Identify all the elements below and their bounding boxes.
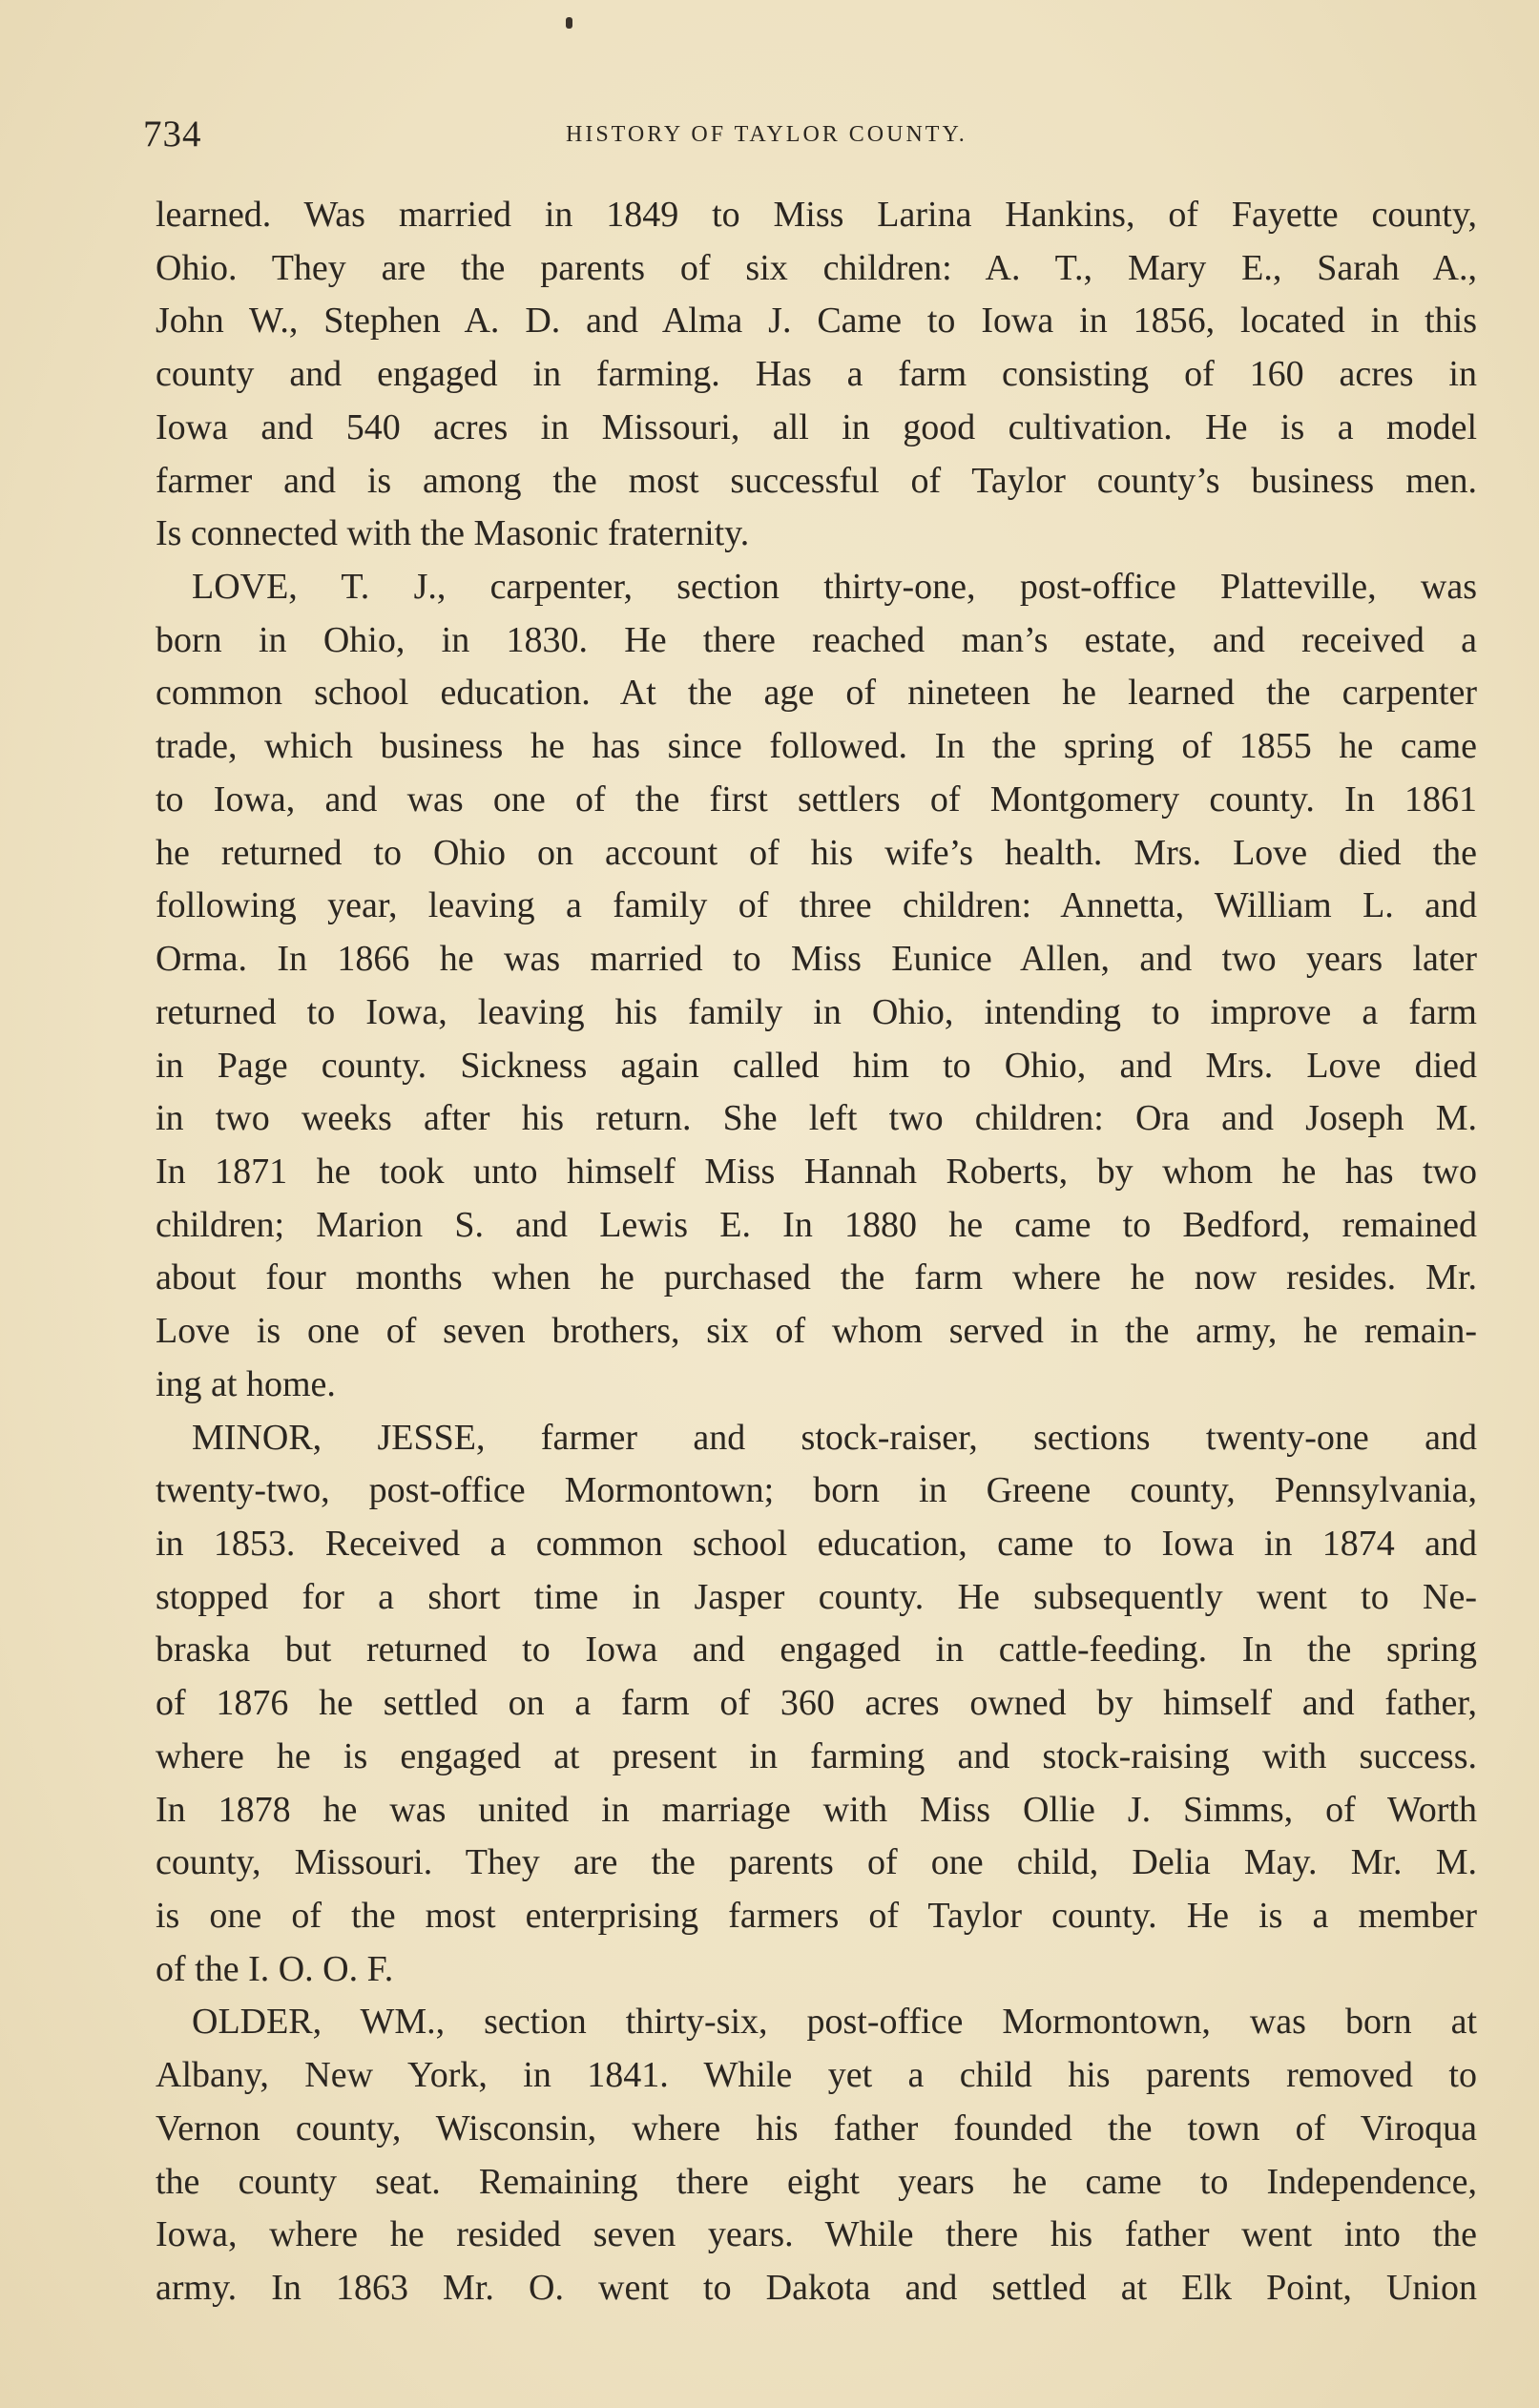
- text-line: common school education. At the age of nineteen he learned the carpenter: [156, 673, 1477, 714]
- text-line: returned to Iowa, leaving his family in Ohio, intending to improve a farm: [156, 991, 1477, 1032]
- text-line: twenty-two, post-office Mormontown; born in Greene county, Pennsylvania,: [156, 1470, 1477, 1511]
- text-line: is one of the most enterprising farmers of Taylor county. He is a member: [156, 1896, 1477, 1936]
- running-head: [143, 113, 1498, 160]
- text-line: In 1878 he was united in marriage with Miss Ollie J. Simms, of Worth: [156, 1789, 1477, 1830]
- text-line: county and engaged in farming. Has a farm consisting of 160 acres in: [156, 354, 1477, 395]
- text-line: Iowa and 540 acres in Missouri, all in good cultivation. He is a model: [156, 406, 1477, 447]
- text-line: of 1876 he settled on a farm of 360 acres owned by himself and father,: [156, 1683, 1477, 1724]
- text-line: in Page county. Sickness again called him to Ohio, and Mrs. Love died: [156, 1045, 1477, 1086]
- text-line: Albany, New York, in 1841. While yet a child his parents removed to: [156, 2055, 1477, 2096]
- text-line: Orma. In 1866 he was married to Miss Eunice Allen, and two years later: [156, 939, 1477, 980]
- text-line: trade, which business he has since followed. In the spring of 1855 he came: [156, 726, 1477, 767]
- text-line: Vernon county, Wisconsin, where his father founded the town of Viroqua: [156, 2107, 1477, 2149]
- text-line: army. In 1863 Mr. O. went to Dakota and settled at Elk Point, Union: [156, 2268, 1477, 2309]
- text-line: ing at home.: [156, 1363, 336, 1404]
- text-line: learned. Was married in 1849 to Miss Larina Hankins, of Fayette county,: [156, 195, 1477, 235]
- text-line: John W., Stephen A. D. and Alma J. Came to Iowa in 1856, located in this: [156, 301, 1477, 342]
- text-line: In 1871 he took unto himself Miss Hannah Roberts, by whom he has two: [156, 1151, 1477, 1192]
- ink-speck: [566, 17, 572, 29]
- text-line: born in Ohio, in 1830. He there reached man’s estate, and received a: [156, 619, 1477, 660]
- text-line: following year, leaving a family of three children: Annetta, William L. and: [156, 885, 1477, 926]
- text-line: in two weeks after his return. She left two children: Ora and Joseph M.: [156, 1098, 1477, 1139]
- text-line: Ohio. They are the parents of six children: A. T., Mary E., Sarah A.,: [156, 247, 1477, 288]
- text-line: OLDER, WM., section thirty-six, post-office Mormontown, was born at: [192, 2002, 1477, 2043]
- text-line: Love is one of seven brothers, six of whom served in the army, he remain-: [156, 1311, 1477, 1352]
- text-line: MINOR, JESSE, farmer and stock-raiser, sections twenty-one and: [192, 1417, 1477, 1458]
- text-line: about four months when he purchased the farm where he now resides. Mr.: [156, 1257, 1477, 1298]
- text-line: he returned to Ohio on account of his wife’s health. Mrs. Love died the: [156, 832, 1477, 873]
- text-line: LOVE, T. J., carpenter, section thirty-one, post-office Platteville, was: [192, 567, 1477, 608]
- page-number: 734: [143, 114, 202, 155]
- text-line: braska but returned to Iowa and engaged in cattle-feeding. In the spring: [156, 1630, 1477, 1671]
- running-title: HISTORY OF TAYLOR COUNTY.: [566, 122, 967, 147]
- text-line: in 1853. Received a common school education, came to Iowa in 1874 and: [156, 1523, 1477, 1564]
- text-line: children; Marion S. and Lewis E. In 1880 he came to Bedford, remained: [156, 1204, 1477, 1245]
- text-line: Is connected with the Masonic fraternity.: [156, 513, 750, 554]
- text-line: farmer and is among the most successful of Taylor county’s business men.: [156, 460, 1477, 501]
- body-text: [156, 189, 1477, 2315]
- text-line: stopped for a short time in Jasper county. He subsequently went to Ne-: [156, 1576, 1477, 1617]
- text-line: where he is engaged at present in farming and stock-raising with success.: [156, 1735, 1477, 1776]
- text-line: Iowa, where he resided seven years. While there his father went into the: [156, 2214, 1477, 2255]
- text-line: the county seat. Remaining there eight years he came to Independence,: [156, 2161, 1477, 2202]
- text-line: of the I. O. O. F.: [156, 1948, 394, 1989]
- text-line: to Iowa, and was one of the first settlers of Montgomery county. In 1861: [156, 778, 1477, 820]
- text-line: county, Missouri. They are the parents of one child, Delia May. Mr. M.: [156, 1842, 1477, 1883]
